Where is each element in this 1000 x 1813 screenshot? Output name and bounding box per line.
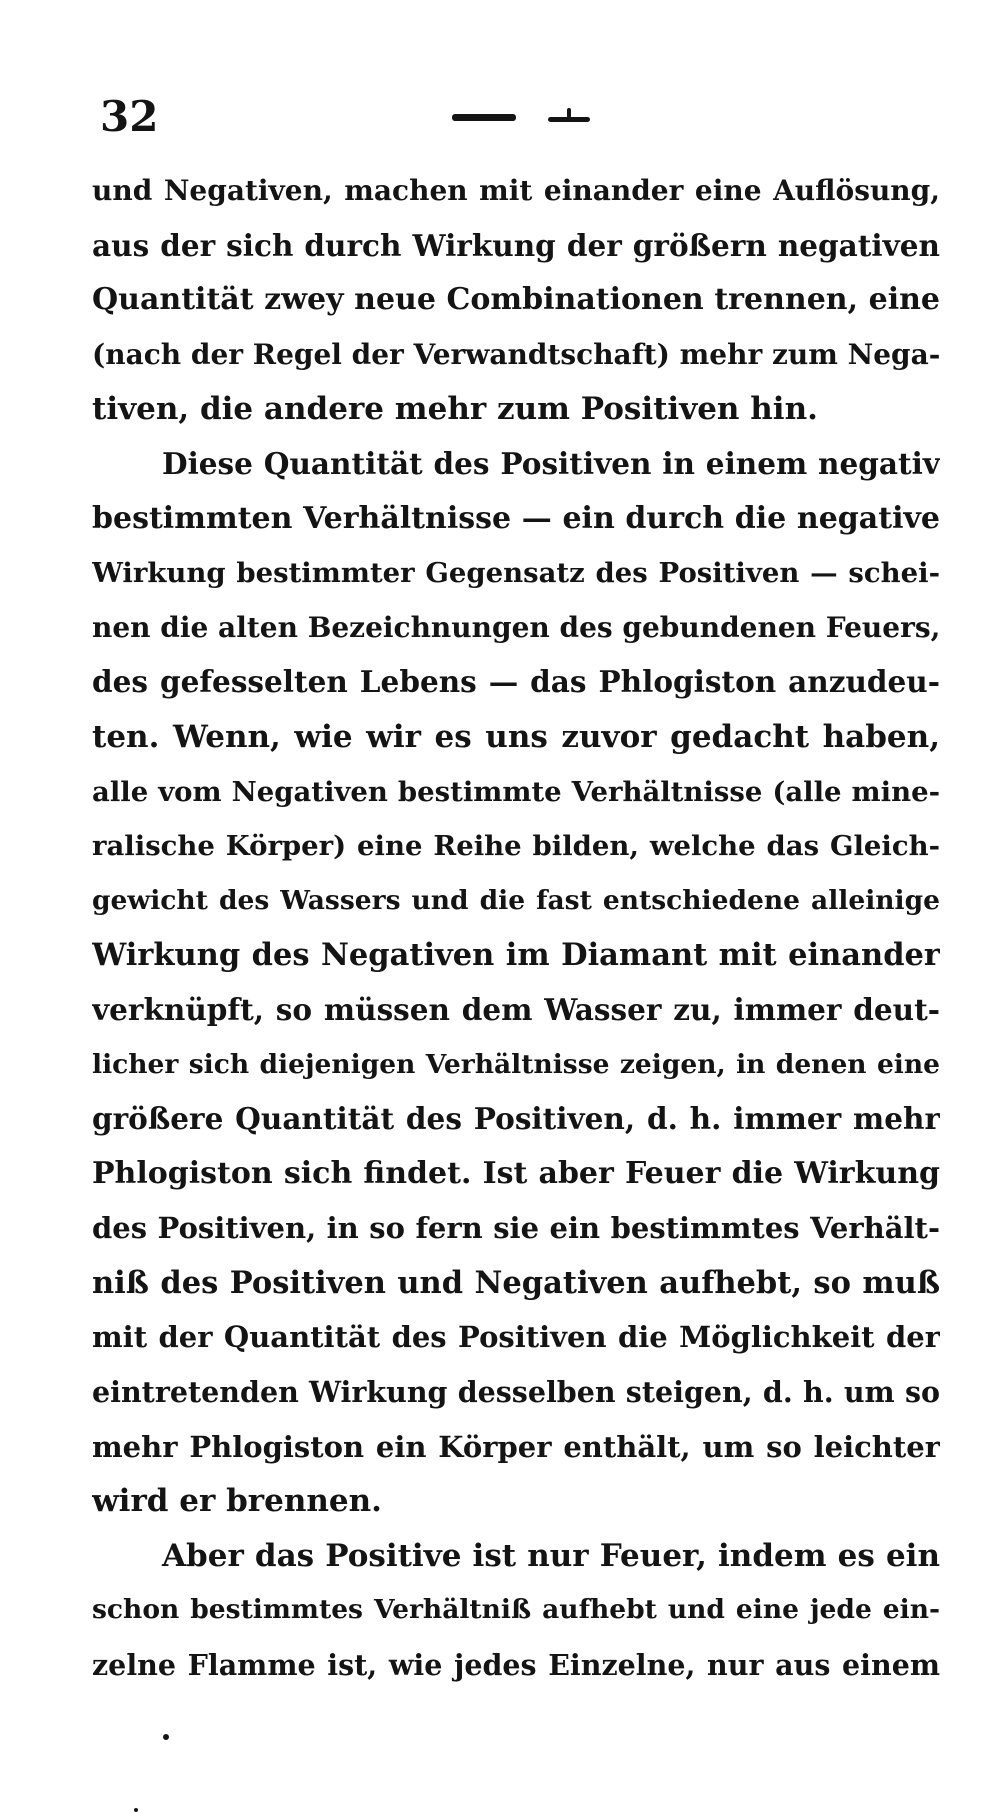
text-line: des gefesselten Lebens — das Phlogiston anzudeu-: [92, 664, 940, 700]
text-line: licher sich diejenigen Verhältnisse zeigen, in denen eine: [92, 1048, 940, 1080]
text-line: gewicht des Wassers und die fast entschiedene alleinige: [92, 884, 940, 916]
text-line: wird er brennen.: [92, 1483, 382, 1520]
text-line: größere Quantität des Positiven, d. h. immer mehr: [92, 1101, 940, 1137]
text-line: tiven, die andere mehr zum Positiven hin.: [92, 391, 818, 428]
text-line: mit der Quantität des Positiven die Möglichkeit der: [92, 1320, 940, 1355]
text-line: eintretenden Wirkung desselben steigen, d. h. um so: [92, 1375, 940, 1410]
paragraph-first-line: Aber das Positive ist nur Feuer, indem es ein: [162, 1537, 940, 1574]
text-line: Wirkung des Negativen im Diamant mit einander: [92, 937, 940, 974]
text-line: Phlogiston sich findet. Ist aber Feuer die Wirkung: [92, 1155, 940, 1191]
body-text: [92, 164, 940, 1693]
text-line: (nach der Regel der Verwandtschaft) mehr zum Nega-: [92, 337, 940, 371]
text-line: und Negativen, machen mit einander eine Auflösung,: [92, 174, 940, 207]
text-line: schon bestimmtes Verhältniß aufhebt und eine jede ein-: [92, 1594, 940, 1626]
header-ornament-mark: [548, 117, 590, 122]
header-ornament-dash: [452, 114, 516, 121]
print-speck: [134, 1808, 138, 1812]
text-line: aus der sich durch Wirkung der größern negativen: [92, 227, 940, 263]
paragraph-first-line: Diese Quantität des Positiven in einem negativ: [162, 445, 940, 481]
text-line: niß des Positiven und Negativen aufhebt, so muß: [92, 1264, 940, 1301]
text-line: Quantität zwey neue Combinationen trennen, eine: [92, 282, 940, 318]
text-line: nen die alten Bezeichnungen des gebundenen Feuers,: [92, 610, 940, 644]
text-line: alle vom Negativen bestimmte Verhältnisse (alle mine-: [92, 775, 940, 808]
text-line: ralische Körper) eine Reihe bilden, welche das Gleich-: [92, 830, 940, 863]
text-line: Wirkung bestimmter Gegensatz des Positiven — schei-: [92, 557, 940, 590]
text-line: des Positiven, in so fern sie ein bestimmtes Verhält-: [92, 1211, 940, 1246]
text-line: mehr Phlogiston ein Körper enthält, um so leichter: [92, 1429, 940, 1464]
text-line: bestimmten Verhältnisse — ein durch die negative: [92, 500, 940, 536]
page-number: 32: [100, 92, 159, 141]
print-speck: [163, 1734, 169, 1740]
text-line: ten. Wenn, wie wir es uns zuvor gedacht haben,: [92, 718, 940, 755]
text-line: zelne Flamme ist, wie jedes Einzelne, nur aus einem: [92, 1648, 940, 1683]
text-line: verknüpft, so müssen dem Wasser zu, immer deut-: [92, 991, 940, 1027]
